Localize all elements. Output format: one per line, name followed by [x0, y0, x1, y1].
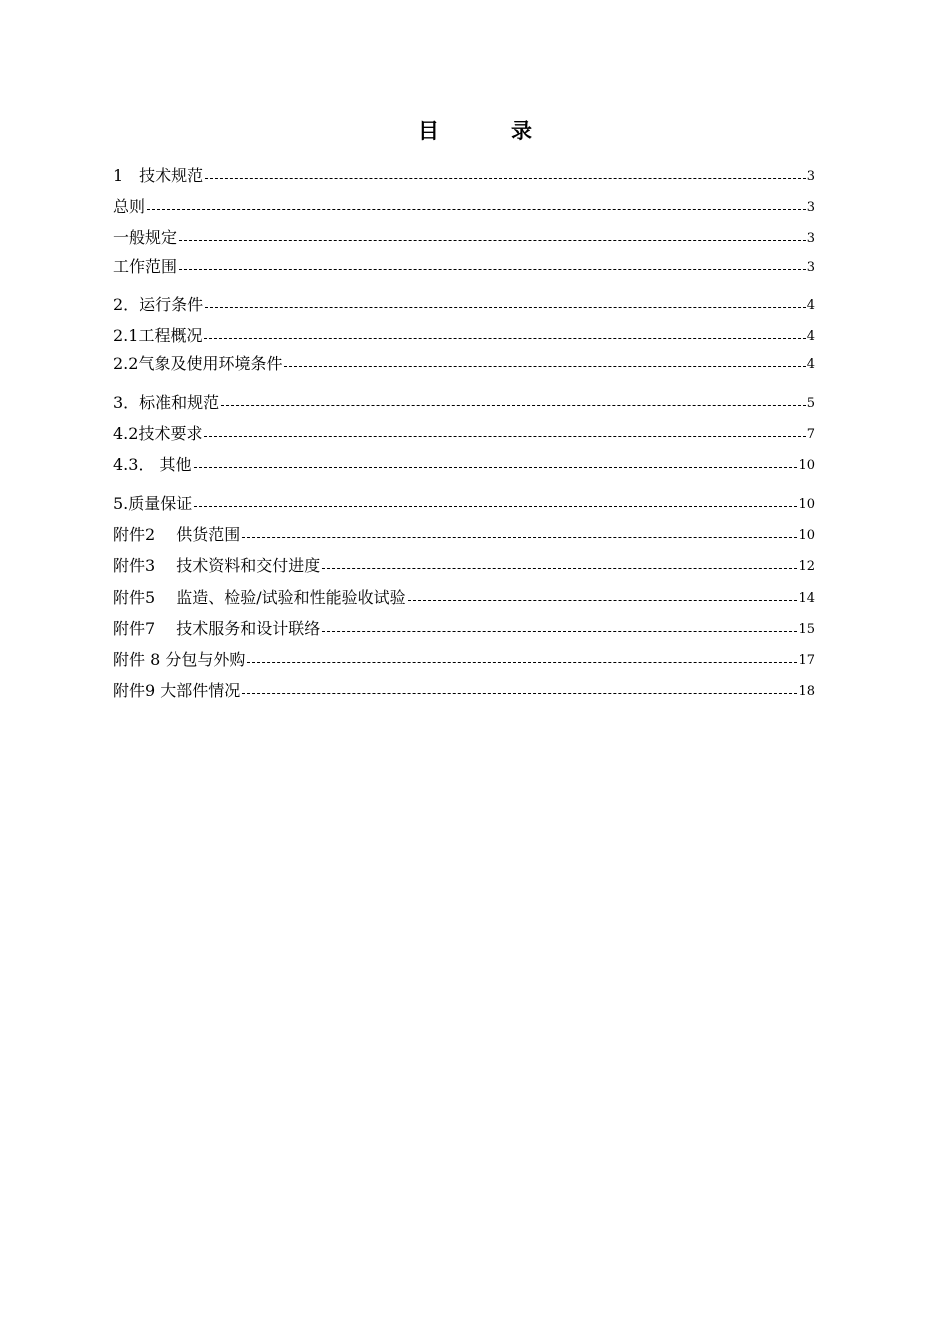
toc-entry[interactable] — [113, 644, 815, 670]
toc-leader — [408, 600, 798, 601]
toc-leader — [204, 338, 805, 339]
toc-page-number: 10 — [798, 528, 815, 543]
toc-leader — [247, 662, 797, 663]
toc-entry[interactable] — [113, 289, 815, 315]
toc-page-number: 3 — [806, 169, 815, 184]
toc-entry-label: 一般规定 — [113, 228, 178, 247]
toc-entry[interactable] — [113, 160, 815, 186]
toc-page-number: 10 — [798, 458, 815, 473]
toc-entry-label: 5.质量保证 — [113, 494, 193, 513]
toc-entry-label: 附件3 技术资料和交付进度 — [113, 556, 321, 575]
toc-leader — [205, 307, 806, 308]
toc-entry-label: 工作范围 — [113, 257, 178, 276]
toc-entry[interactable] — [113, 519, 815, 545]
toc-entry-label: 附件9 大部件情况 — [113, 681, 241, 700]
toc-entry-label: 4.3． 其他 — [113, 455, 192, 474]
title-part-1: 目 — [418, 119, 439, 143]
toc-leader — [242, 537, 797, 538]
toc-page-number: 18 — [798, 684, 815, 699]
toc-entry[interactable] — [113, 222, 815, 248]
toc-page-number: 3 — [806, 231, 815, 246]
table-of-contents — [113, 0, 815, 1344]
toc-entry-label: 3．标准和规范 — [113, 393, 220, 412]
toc-leader — [179, 269, 806, 270]
toc-entry[interactable] — [113, 251, 815, 277]
toc-entry-label: 2.2气象及使用环境条件 — [113, 354, 283, 373]
toc-leader — [221, 405, 806, 406]
toc-leader — [194, 506, 797, 507]
toc-entry-label: 附件 8 分包与外购 — [113, 650, 246, 669]
toc-entry-label: 1 技术规范 — [113, 166, 204, 185]
toc-leader — [322, 568, 797, 569]
toc-entry[interactable] — [113, 191, 815, 217]
toc-entry-label: 2.1工程概况 — [113, 326, 203, 345]
toc-leader — [194, 467, 798, 468]
toc-page-number: 4 — [806, 298, 815, 313]
toc-page-number: 17 — [798, 653, 815, 668]
toc-page-number: 3 — [806, 260, 815, 275]
toc-page-number: 14 — [798, 591, 815, 606]
toc-leader — [322, 631, 797, 632]
toc-entry-label: 4.2技术要求 — [113, 424, 203, 443]
toc-leader — [147, 209, 806, 210]
toc-leader — [242, 693, 797, 694]
toc-page-number: 5 — [806, 396, 815, 411]
toc-entry-label: 总则 — [113, 197, 146, 216]
toc-page-number: 4 — [806, 329, 815, 344]
toc-leader — [179, 240, 806, 241]
toc-entry[interactable] — [113, 387, 815, 413]
toc-entry[interactable] — [113, 418, 815, 444]
toc-page-number: 3 — [806, 200, 815, 215]
toc-entry[interactable] — [113, 613, 815, 639]
toc-leader — [284, 366, 805, 367]
toc-entry-label: 2．运行条件 — [113, 295, 204, 314]
toc-page-number: 10 — [798, 497, 815, 512]
toc-leader — [204, 436, 805, 437]
toc-entry[interactable] — [113, 449, 815, 475]
toc-entry[interactable] — [113, 675, 815, 701]
toc-page-number: 15 — [798, 622, 815, 637]
toc-page-number: 4 — [806, 357, 815, 372]
toc-entry-label: 附件2 供货范围 — [113, 525, 241, 544]
toc-entry[interactable] — [113, 550, 815, 576]
toc-entry[interactable] — [113, 582, 815, 608]
toc-page-number: 7 — [806, 427, 815, 442]
toc-entry-label: 附件7 技术服务和设计联络 — [113, 619, 321, 638]
toc-entry[interactable] — [113, 488, 815, 514]
toc-page-number: 12 — [798, 559, 815, 574]
toc-leader — [205, 178, 806, 179]
toc-entry[interactable] — [113, 348, 815, 374]
toc-entry-label: 附件5 监造、检验/试验和性能验收试验 — [113, 588, 406, 607]
toc-entry[interactable] — [113, 320, 815, 346]
title-part-2: 录 — [511, 119, 532, 143]
